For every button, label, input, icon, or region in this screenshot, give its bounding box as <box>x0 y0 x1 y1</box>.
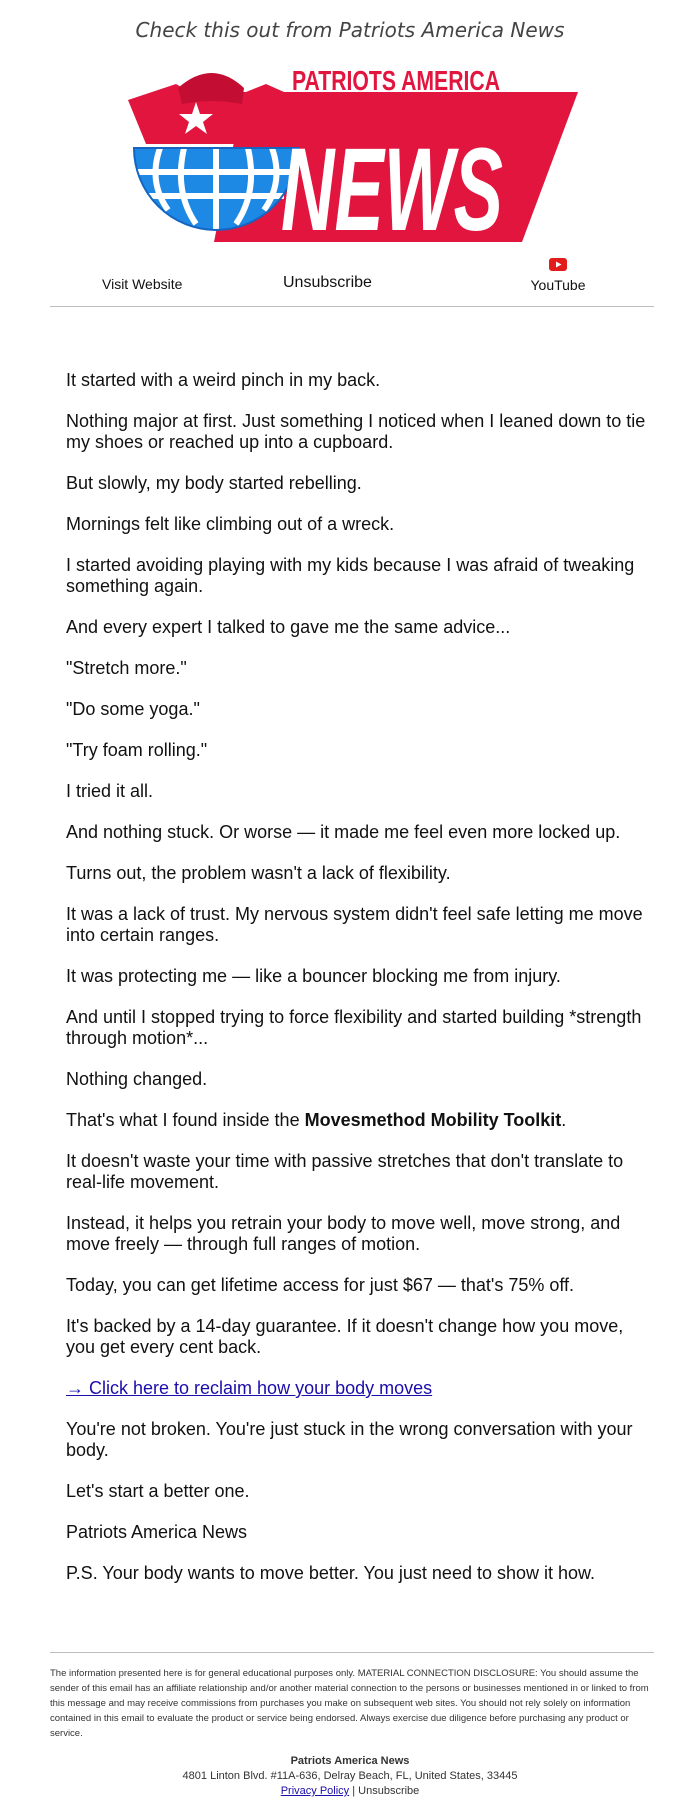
youtube-label: YouTube <box>530 277 586 293</box>
body-paragraph: Instead, it helps you retrain your body to move well, move strong, and move freely — through full ranges of motion. <box>66 1213 621 1254</box>
body-paragraph: You're not broken. You're just stuck in the wrong conversation with your body. <box>66 1419 633 1460</box>
logo-line1: PATRIOTS AMERICA <box>292 65 500 96</box>
product-prefix: That's what I found inside the <box>66 1110 305 1130</box>
patriots-america-news-logo <box>124 62 580 256</box>
body-paragraph: Turns out, the problem wasn't a lack of flexibility. <box>66 863 451 883</box>
cta-paragraph <box>66 1378 646 1399</box>
body-paragraph: But slowly, my body started rebelling. <box>66 473 362 493</box>
unsubscribe-link[interactable]: Unsubscribe <box>283 274 372 291</box>
product-name: Movesmethod Mobility Toolkit <box>304 1110 562 1130</box>
body-paragraph: It was a lack of trust. My nervous system didn't feel safe letting me move into certain ranges. <box>66 904 643 945</box>
disclaimer-text: The information presented here is for general educational purposes only. MATERIAL CONNECTION DISCLOSURE: You should assume the sender of this email has an affiliate relationship and/or another material connection to the persons or businesses mentioned in or linked to from this message and may receive commissions from purchases you make on subsequent web sites. You should not rely solely on information contained in this email to evaluate the product or service being endorsed. Always exercise due diligence before purchasing any product or service. <box>50 1668 649 1739</box>
youtube-link[interactable] <box>528 258 588 293</box>
cta-link[interactable]: → Click here to reclaim how your body moves <box>66 1378 433 1398</box>
body-paragraph: I started avoiding playing with my kids because I was afraid of tweaking something again. <box>66 555 635 596</box>
body-paragraph: Mornings felt like climbing out of a wreck. <box>66 514 395 534</box>
body-paragraph: "Do some yoga." <box>66 699 200 719</box>
email-body <box>66 370 646 1604</box>
privacy-policy-link[interactable]: Privacy Policy <box>280 1785 350 1797</box>
body-paragraph: It was protecting me — like a bouncer blocking me from injury. <box>66 966 561 986</box>
logo-line2: NEWS <box>281 124 503 256</box>
header-title: Check this out from Patriots America News <box>135 18 565 42</box>
body-paragraph: Today, you can get lifetime access for just $67 — that's 75% off. <box>66 1275 575 1295</box>
signature: Patriots America News <box>66 1522 248 1542</box>
footer-links <box>0 1784 700 1799</box>
body-paragraph: Nothing major at first. Just something I noticed when I leaned down to tie my shoes or reached up into a cupboard. <box>66 411 646 452</box>
footer-separator: | <box>352 1785 356 1797</box>
youtube-icon <box>549 258 567 271</box>
footer-company: Patriots America News <box>290 1755 410 1767</box>
postscript: P.S. Your body wants to move better. You just need to show it how. <box>66 1563 596 1583</box>
footer-divider <box>50 1652 654 1653</box>
visit-website-link[interactable]: Visit Website <box>102 276 183 292</box>
product-suffix: . <box>561 1110 567 1130</box>
footer-address: 4801 Linton Blvd. #11A-636, Delray Beach, FL, United States, 33445 <box>182 1770 518 1782</box>
header-nav <box>50 258 654 307</box>
body-paragraph: It's backed by a 14-day guarantee. If it doesn't change how you move, you get every cent back. <box>66 1316 624 1357</box>
body-paragraph: I tried it all. <box>66 781 154 801</box>
footer-unsubscribe-link[interactable]: Unsubscribe <box>358 1785 420 1797</box>
body-paragraph: It doesn't waste your time with passive stretches that don't translate to real-life movement. <box>66 1151 624 1192</box>
body-paragraph: And every expert I talked to gave me the same advice... <box>66 617 511 637</box>
body-paragraph: "Try foam rolling." <box>66 740 208 760</box>
body-paragraph: "Stretch more." <box>66 658 187 678</box>
body-paragraph: Nothing changed. <box>66 1069 208 1089</box>
body-paragraph: And until I stopped trying to force flexibility and started building *strength through motion*... <box>66 1007 642 1048</box>
footer <box>0 1754 700 1799</box>
body-paragraph: It started with a weird pinch in my back. <box>66 370 381 390</box>
product-paragraph <box>66 1110 646 1131</box>
body-paragraph: And nothing stuck. Or worse — it made me feel even more locked up. <box>66 822 621 842</box>
body-paragraph: Let's start a better one. <box>66 1481 250 1501</box>
